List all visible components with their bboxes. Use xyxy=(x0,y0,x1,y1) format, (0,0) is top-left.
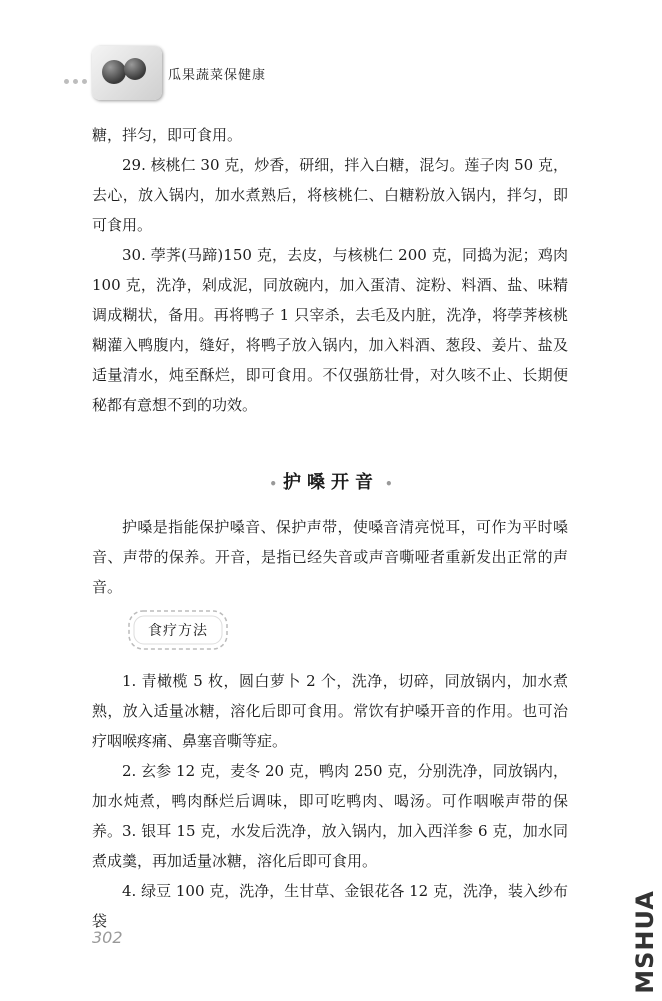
section-intro: 护嗓是指能保护嗓音、保护声带，使嗓音清亮悦耳，可作为平时嗓音、声带的保养。开音，是指已经失音或声音嘶哑者重新发出正常的声音。 xyxy=(92,518,568,596)
paragraph-continued: 糖，拌匀，即可食用。 xyxy=(92,126,243,144)
recipe-1: 1. 青橄榄 5 枚，圆白萝卜 2 个，洗净，切碎，同放锅内，加水煮熟，放入适量冰糖，溶化后即可食用。常饮有护嗓开音的作用。也可治疗咽喉疼痛、鼻塞音嘶等症。 xyxy=(92,672,568,750)
title-bullet-right: • xyxy=(385,477,393,491)
section-title-wrapper xyxy=(0,468,662,494)
side-watermark xyxy=(630,888,659,994)
page-number: 302 xyxy=(92,928,123,947)
subheading-text: 食疗方法 xyxy=(148,623,208,639)
header-dots xyxy=(64,69,91,88)
title-bullet-left: • xyxy=(269,477,277,491)
subheading-badge xyxy=(126,608,230,652)
header-title: 瓜果蔬菜保健康 xyxy=(168,68,267,83)
paragraph-recipe-30: 30. 荸荠(马蹄)150 克，去皮，与核桃仁 200 克，同捣为泥；鸡肉 100 克，洗净，剁成泥，同放碗内，加入蛋清、淀粉、料酒、盐、味精调成糊状，备用。再将鸭子 1 只宰杀，去毛及内脏，洗净，将荸荠核桃糊灌入鸭腹内，缝好，将鸭子放入锅内，加入料酒、葱段、姜片、盐及适量清水，炖至酥烂，即可食用。不仅强筋壮骨，对久咳不止、长期便秘都有意想不到的功效。 xyxy=(92,246,568,414)
section-title: 护嗓开音 xyxy=(283,472,379,493)
paragraph-recipe-29: 29. 核桃仁 30 克，炒香，研细，拌入白糖，混匀。莲子肉 50 克，去心，放入锅内，加水煮熟后，将核桃仁、白糖粉放入锅内，拌匀，即可食用。 xyxy=(92,156,568,234)
recipe-2: 2. 玄参 12 克，麦冬 20 克，鸭肉 250 克，分别洗净，同放锅内，加水炖煮，鸭肉酥烂后调味，即可吃鸭肉、喝汤。可作咽喉声带的保养。 xyxy=(92,762,568,840)
recipe-4: 4. 绿豆 100 克，洗净，生甘草、金银花各 12 克，洗净，装入纱布袋 xyxy=(92,882,568,930)
running-header xyxy=(62,42,622,102)
watermark-text: MSHUA xyxy=(631,890,659,994)
fruit-icon xyxy=(102,60,126,84)
fruit-tray-icon xyxy=(92,46,162,100)
fruit-icon xyxy=(124,58,146,80)
recipe-3: 3. 银耳 15 克，水发后洗净，放入锅内，加入西洋参 6 克，加水同煮成羹，再加适量冰糖，溶化后即可食用。 xyxy=(92,822,568,870)
